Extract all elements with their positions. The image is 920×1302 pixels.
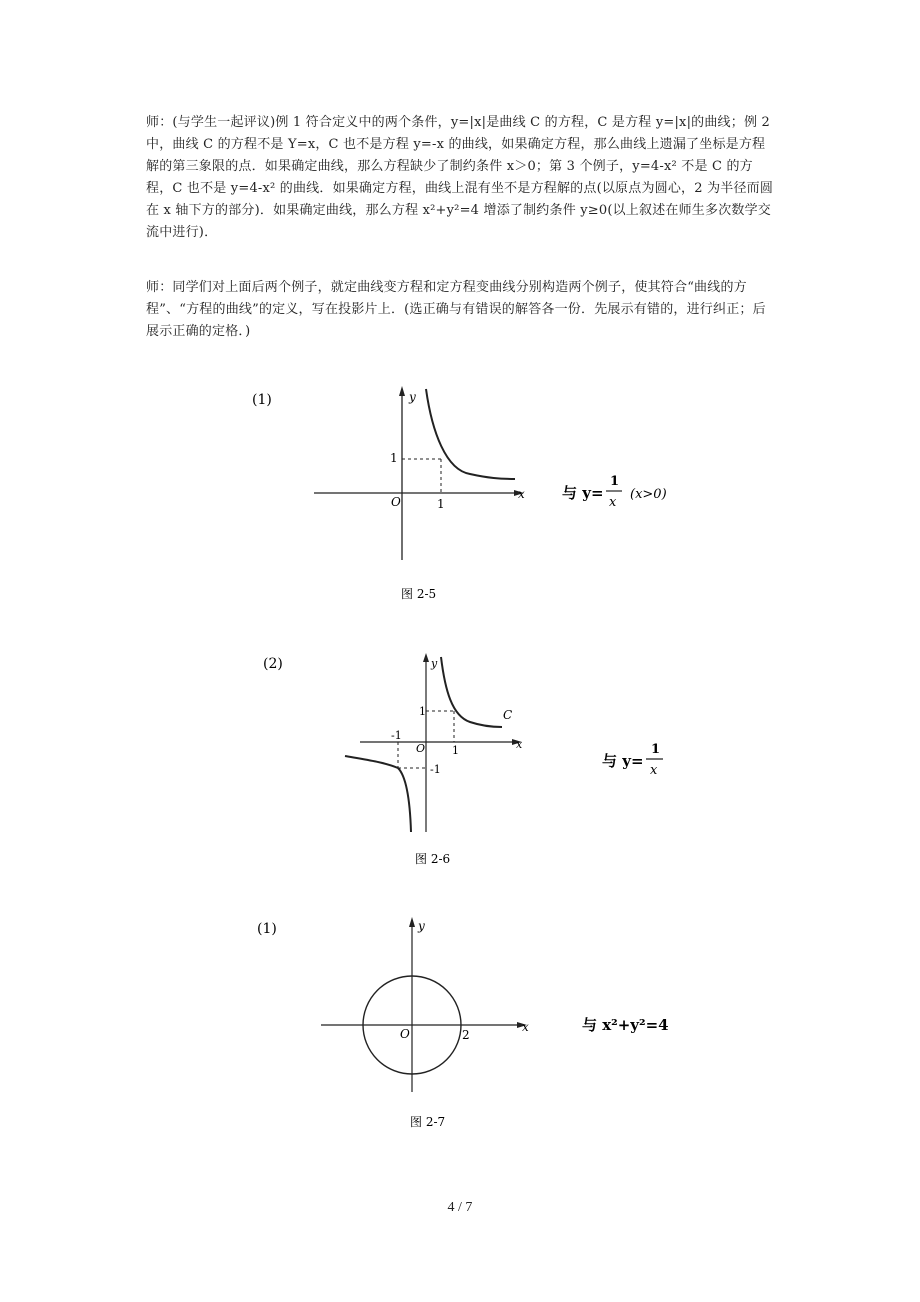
origin-label: O bbox=[391, 495, 401, 509]
tick-x-positive-label: 1 bbox=[452, 744, 459, 757]
relation-condition: (x>0) bbox=[630, 487, 667, 502]
figure-2-5-index: (1) bbox=[252, 392, 272, 408]
paragraph-task: 师：同学们对上面后两个例子，就定曲线变方程和定方程变曲线分别构造两个例子，使其符合“曲线的方程”、“方程的曲线”的定义，写在投影片上．(选正确与有错误的解答各一份．先展示有错的，进行纠正；后展示正确的定格．) bbox=[146, 280, 766, 339]
y-axis-label: y bbox=[431, 657, 438, 670]
figure-2-6-index: (2) bbox=[263, 656, 283, 672]
figure-2-7-index: (1) bbox=[257, 921, 277, 937]
y-axis-label: y bbox=[409, 390, 416, 404]
tick-x-negative-label: -1 bbox=[391, 729, 402, 742]
figure-2-7-caption: 图 2-7 bbox=[410, 1115, 446, 1129]
origin-label: O bbox=[416, 742, 426, 755]
tick-x-label: 1 bbox=[437, 497, 445, 511]
origin-label: O bbox=[400, 1027, 410, 1041]
fraction-denominator: x bbox=[609, 495, 617, 510]
fraction-numerator: 1 bbox=[610, 474, 620, 489]
x-axis-label: x bbox=[516, 738, 523, 751]
x-axis-label: x bbox=[522, 1020, 529, 1034]
page-number: 4 / 7 bbox=[447, 1200, 473, 1215]
figure-2-5-caption: 图 2-5 bbox=[401, 587, 437, 601]
y-axis-label: y bbox=[418, 919, 425, 933]
y-axis-arrow bbox=[409, 917, 415, 927]
paragraph-evaluation: 师：(与学生一起评议)例 1 符合定义中的两个条件，y=|x|是曲线 C 的方程，C 是方程 y=|x|的曲线；例 2 中，曲线 C 的方程不是 Y=x，C 也不是方程 y=-x 的曲线，如果确定方程，那么曲线上遗漏了坐标是方程解的第三象限的点．如果确定曲线，那么方程缺少了制约条件 x＞0；第 3 个例子，y=4-x² 不是 C 的方程，C 也不是 y=4-x² 的曲线．如果确定方程，曲线上混有坐不是方程解的点(以原点为圆心，2 为半径而圆在 x 轴下方的部分)．如果确定曲线，那么方程 x²+y²=4 增添了制约条件 y≥0(以上叙述在师生多次数学交流中进行)． bbox=[146, 115, 774, 240]
figure-2-6-caption: 图 2-6 bbox=[415, 852, 451, 866]
fraction-numerator: 1 bbox=[651, 742, 661, 757]
relation-prefix: 与 y= bbox=[602, 752, 644, 770]
tick-y-positive-label: 1 bbox=[419, 705, 426, 718]
x-axis-label: x bbox=[518, 487, 525, 501]
circle-equation: 与 x²+y²=4 bbox=[582, 1016, 669, 1034]
curve-label-c: C bbox=[503, 708, 513, 722]
tick-x-label: 2 bbox=[462, 1028, 470, 1042]
relation-prefix: 与 y= bbox=[562, 484, 604, 502]
tick-y-label: 1 bbox=[390, 451, 398, 465]
fraction-denominator: x bbox=[650, 763, 658, 778]
tick-y-negative-label: -1 bbox=[430, 763, 441, 776]
